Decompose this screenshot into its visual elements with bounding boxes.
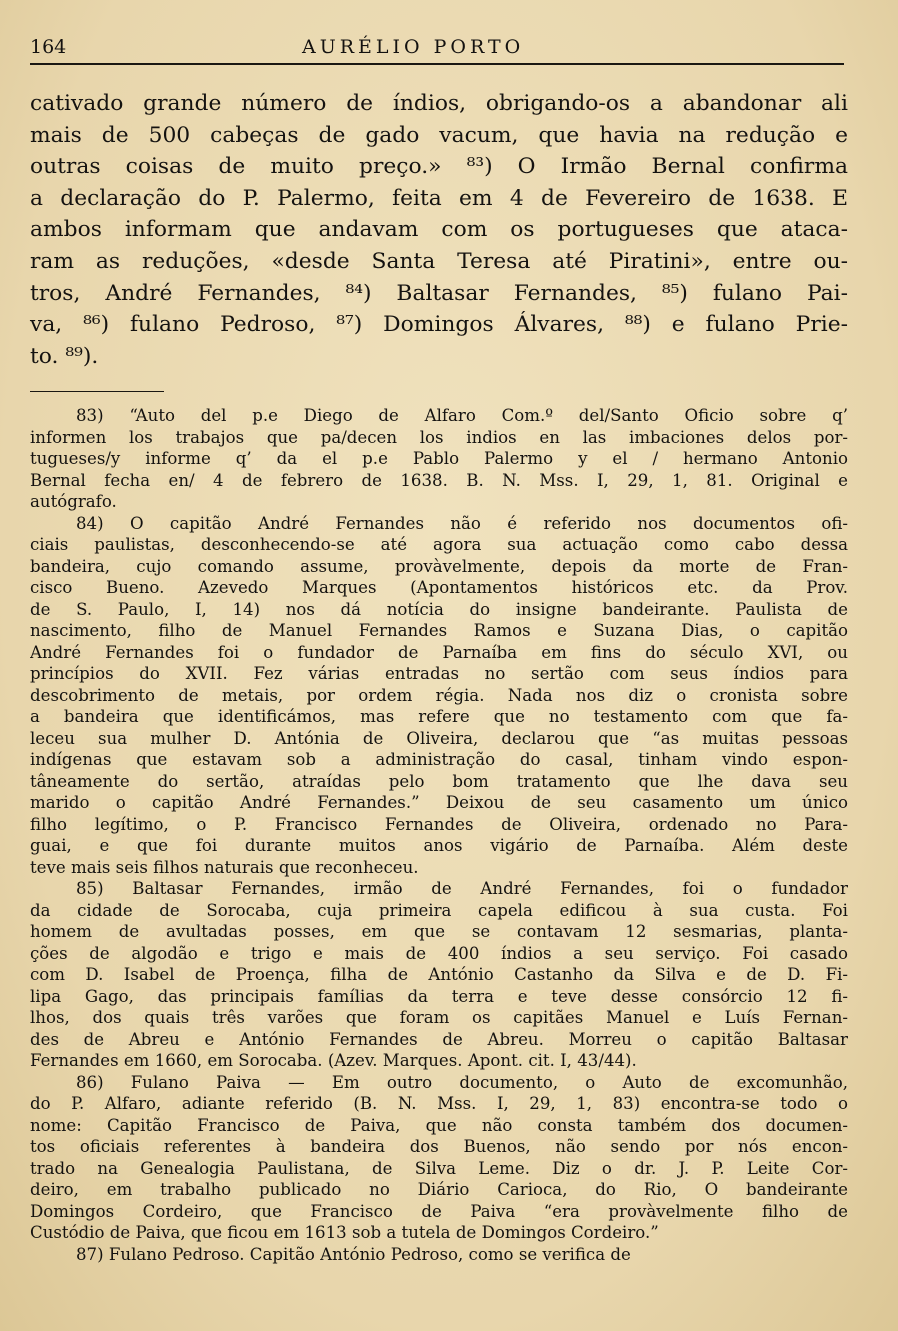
- footnote-line: teve mais seis filhos naturais que reconheceu.: [30, 857, 419, 877]
- footnote-line: deiro, em trabalho publicado no Diário Carioca, do Rio, O bandeirante: [30, 1180, 848, 1199]
- footnote-line: princípios do XVII. Fez várias entradas no sertão com seus índios para: [30, 664, 848, 683]
- footnote-line: lipa Gago, das principais famílias da terra e teve desse consórcio 12 fi-: [30, 986, 848, 1006]
- page-number: 164: [30, 36, 67, 58]
- footnote-line: 83) “Auto del p.e Diego de Alfaro Com.º del/Santo Oficio sobre q’: [76, 406, 848, 425]
- footnote-line: leceu sua mulher D. Antónia de Oliveira, declarou que “as muitas pessoas: [30, 728, 848, 748]
- footnote-line: tugueses/y informe q’ da el p.e Pablo Palermo y el / hermano Antonio: [30, 449, 848, 468]
- footnote-line: André Fernandes foi o fundador de Parnaíba em fins do século XVI, ou: [30, 642, 848, 662]
- footnote-line: 84) O capitão André Fernandes não é referido nos documentos ofi-: [76, 513, 848, 533]
- footnote-line: marido o capitão André Fernandes.” Deixou de seu casamento um único: [30, 793, 848, 812]
- footnote-line: autógrafo.: [30, 492, 117, 511]
- footnote-line: 85) Baltasar Fernandes, irmão de André Fernandes, foi o fundador: [76, 879, 848, 898]
- footnote-line: homem de avultadas posses, em que se contavam 12 sesmarias, planta-: [30, 922, 848, 941]
- footnote-line: trado na Genealogia Paulistana, de Silva Leme. Diz o dr. J. P. Leite Cor-: [30, 1158, 848, 1178]
- footnote-line: Custódio de Paiva, que ficou em 1613 sob a tutela de Domingos Cordeiro.”: [30, 1223, 659, 1242]
- footnote-line: bandeira, cujo comando assume, provàvelmente, depois da morte de Fran-: [30, 556, 848, 576]
- main-line: mais de 500 cabeças de gado vacum, que havia na redução e: [30, 122, 848, 148]
- footnote-line: 86) Fulano Paiva — Em outro documento, o Auto de excomunhão,: [76, 1072, 848, 1092]
- footnotes: [30, 405, 848, 1265]
- footnote-line: com D. Isabel de Proença, filha de António Castanho da Silva e de D. Fi-: [30, 965, 848, 984]
- footnote-separator: [30, 391, 164, 392]
- footnote-line: de S. Paulo, I, 14) nos dá notícia do insigne bandeirante. Paulista de: [30, 599, 848, 619]
- footnote-line: da cidade de Sorocaba, cuja primeira capela edificou à sua custa. Foi: [30, 900, 848, 920]
- footnote-line: a bandeira que identificámos, mas refere que no testamento com que fa-: [30, 707, 848, 726]
- footnote-line: cisco Bueno. Azevedo Marques (Apontamentos históricos etc. da Prov.: [30, 578, 848, 597]
- footnote-line: descobrimento de metais, por ordem régia. Nada nos diz o cronista sobre: [30, 685, 848, 705]
- running-title: AURÉLIO PORTO: [302, 36, 525, 58]
- footnote-line: des de Abreu e António Fernandes de Abreu. Morreu o capitão Baltasar: [30, 1029, 848, 1049]
- footnote-line: ciais paulistas, desconhecendo-se até agora sua actuação como cabo dessa: [30, 535, 848, 554]
- footnote-line: guai, e que foi durante muitos anos vigário de Parnaíba. Além deste: [30, 836, 848, 855]
- main-line: to. ⁸⁹).: [30, 343, 99, 369]
- main-line: a declaração do P. Palermo, feita em 4 de Fevereiro de 1638. E: [30, 185, 848, 211]
- footnote-line: do P. Alfaro, adiante referido (B. N. Mss. I, 29, 1, 83) encontra-se todo o: [30, 1094, 848, 1113]
- main-line: ambos informam que andavam com os portugueses que ataca-: [30, 217, 848, 243]
- footnote-line: tos oficiais referentes à bandeira dos Buenos, não sendo por nós encon-: [30, 1137, 848, 1156]
- footnote-line: Fernandes em 1660, em Sorocaba. (Azev. Marques. Apont. cit. I, 43/44).: [30, 1051, 637, 1070]
- main-line: tros, André Fernandes, ⁸⁴) Baltasar Fernandes, ⁸⁵) fulano Pai-: [30, 280, 848, 306]
- footnote-line: 87) Fulano Pedroso. Capitão António Pedroso, como se verifica de: [76, 1244, 631, 1264]
- footnote-line: indígenas que estavam sob a administração do casal, tinham vindo espon-: [30, 750, 848, 769]
- footnote-line: ções de algodão e trigo e mais de 400 índios a seu serviço. Foi casado: [30, 943, 848, 963]
- main-line: ram as reduções, «desde Santa Teresa até Piratini», entre ou-: [30, 248, 848, 274]
- footnote-line: Domingos Cordeiro, que Francisco de Paiva “era provàvelmente filho de: [30, 1201, 848, 1221]
- footnote-line: Bernal fecha en/ 4 de febrero de 1638. B. N. Mss. I, 29, 1, 81. Original e: [30, 470, 848, 490]
- footnote-line: tâneamente do sertão, atraídas pelo bom tratamento que lhe dava seu: [30, 771, 848, 791]
- footnote-line: filho legítimo, o P. Francisco Fernandes de Oliveira, ordenado no Para-: [30, 814, 848, 834]
- footnote-line: lhos, dos quais três varões que foram os capitães Manuel e Luís Fernan-: [30, 1008, 848, 1027]
- footnote-line: nome: Capitão Francisco de Paiva, que não consta também dos documen-: [30, 1115, 848, 1135]
- footnote-line: informen los trabajos que pa/decen los indios en las imbaciones delos por-: [30, 427, 848, 447]
- main-line: va, ⁸⁶) fulano Pedroso, ⁸⁷) Domingos Álvares, ⁸⁸) e fulano Prie-: [30, 312, 848, 338]
- main-line: cativado grande número de índios, obrigando-os a abandonar ali: [30, 91, 848, 116]
- main-text: [30, 88, 848, 372]
- footnote-line: nascimento, filho de Manuel Fernandes Ramos e Suzana Dias, o capitão: [30, 621, 848, 640]
- page-header: [30, 36, 844, 64]
- main-line: outras coisas de muito preço.» ⁸³) O Irmão Bernal confirma: [30, 154, 848, 180]
- header-rule: [30, 63, 844, 65]
